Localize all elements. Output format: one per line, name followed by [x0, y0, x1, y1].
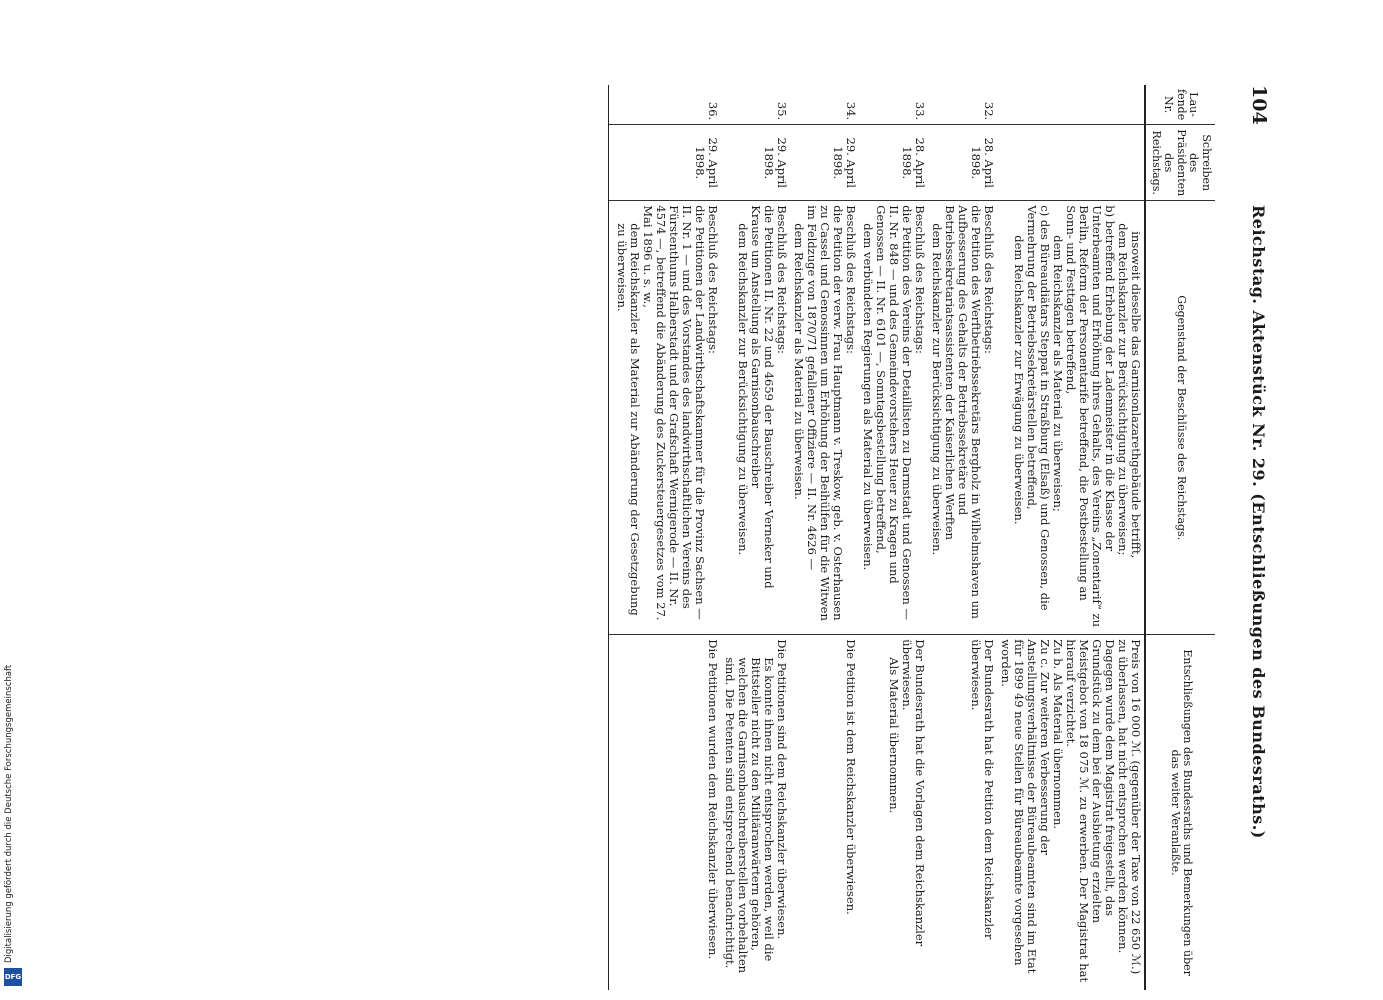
subject-line: Beschluß des Reichstags: [706, 205, 721, 354]
digitization-credit: Digitalisierung gefördert durch die Deutsche Forschungsgemeinschaft [4, 664, 14, 963]
rotated-document-sheet [85, 85, 1270, 990]
dfg-logo-icon: DFG [4, 968, 22, 986]
header-date: Schreiben des Präsidenten des Reichstags. [1146, 125, 1216, 201]
cell-number: 36. [609, 85, 722, 125]
subject-line: die Petitionen der Landwirthschaftskammer für die Provinz Sachsen — II. Nr. 1 — und des Vorstandes des landwirthschaftlichen Vereins des Fürstenthums Halberstadt und der Grafschaft Wernigerode — II. Nr. 4574 —, betreffend die Abänderung des Zuckersteuergesetzes vom 27. Mai 1896 u. s. w., [641, 205, 708, 621]
subject-line: dem Reichskanzler als Material zu überweisen. [792, 223, 807, 500]
cell-number: 33. [913, 101, 928, 121]
table-row [929, 85, 998, 990]
decision-line: Zu c. Zur weiteren Verbesserung der Anstellungsverhältnisse der Büreaubeamten sind im Etat für 1899 49 neue Stellen für Büreaubeamte vorgesehen worden. [999, 639, 1053, 974]
header-number: Lau- fende Nr. [1146, 85, 1216, 125]
decision-line: Die Petitionen wurden dem Reichskanzler überwiesen. [706, 639, 721, 960]
header-decision: Entschließungen des Bundesraths und Bemerkungen über das weiter Veranlaßte. [1146, 635, 1216, 990]
decision-line: Es konnte ihnen nicht entsprochen werden, weil die Bittsteller nicht zu den Militäranwärtern gehören, welchen die Garnisonbauschreiberstellen vorbehalten sind. Die Petenten sind entsprechend benachrichtigt. [723, 657, 777, 974]
cell-subject [791, 201, 860, 635]
cell-number [998, 85, 1146, 125]
table-row [791, 85, 860, 990]
cell-decision [722, 635, 791, 990]
decision-line: Der Bundesrath hat die Vorlagen dem Reichskanzler überwiesen. [900, 639, 928, 947]
subject-line: c) des Büreaudiätars Steppat in Straßburg (Elsaß) und Genossen, die Vermehrung der Betriebssekretärstellen betreffend, [1025, 205, 1053, 611]
subject-line: dem verbündeten Regierungen als Material zu überweisen. [861, 223, 876, 571]
cell-number: 34. [844, 101, 859, 121]
cell-subject [929, 201, 998, 635]
subject-line: Beschluß des Reichstags: [982, 205, 997, 354]
decision-line: Die Petition ist dem Reichskanzler überwiesen. [844, 639, 859, 915]
table-row [609, 85, 722, 990]
cell-number: 35. [775, 101, 790, 121]
subject-line: die Petition der verw. Frau Hauptmann v. Treskow, geb. v. Osterhausen zu Cassel und Genossinnen um Erhöhung der Beihülfen für die Witwen im Feldzuge von 1870/71 gefallener Offiziere — II. Nr. 4626 — [805, 205, 846, 621]
header-subject: Gegenstand der Beschlüsse des Reichstags. [1146, 201, 1216, 635]
subject-line: insoweit dieselbe das Garnisonlazarethgebäude betrifft, [1129, 231, 1144, 559]
cell-decision [860, 635, 929, 990]
cell-subject [860, 201, 929, 635]
subject-line: Beschluß des Reichstags: [844, 205, 859, 354]
running-title: Reichstag. Aktenstück Nr. 29. (Entschließungen des Bundesraths.) [1249, 205, 1268, 839]
cell-subject [722, 201, 791, 635]
cell-date: 29. April 1898. [722, 125, 791, 201]
cell-decision [609, 635, 722, 990]
decision-line: Als Material übernommen. [887, 657, 902, 814]
table-header-row [1146, 85, 1216, 990]
subject-line: dem Reichskanzler zur Berücksichtigung zu überweisen. [736, 223, 751, 556]
cell-decision [998, 635, 1146, 990]
decision-line: Preis von 16 000 ℳ. (gegenüber der Taxe von 22 650 ℳ.) zu überlassen, hat nicht entsprochen werden können. Dagegen wurde dem Magistrat freigestellt, das Grundstück zu dem bei der Ausbietung erzielten Meistgebot von 18 075 ℳ. zu erwerben. Der Magistrat hat hierauf verzichtet. [1064, 639, 1144, 983]
subject-line: dem Reichskanzler zur Erwägung zu überweisen. [1012, 235, 1027, 525]
table-row [860, 85, 929, 990]
cell-decision [929, 635, 998, 990]
subject-line: Beschluß des Reichstags: [913, 205, 928, 354]
subject-line: dem Reichskanzler zur Berücksichtigung zu überweisen. [930, 223, 945, 556]
subject-line: die Petition des Werftbetriebssekretärs Bergholz in Wilhelmshaven um Aufbesserung des Gehalts der Betriebssekretäre und Betriebssekretariatsassistenten der Kaiserlichen Werften [943, 205, 984, 619]
subject-line: die Petition des Vereins der Detaillisten zu Darmstadt und Genossen — II. Nr. 848 — und des Gemeindevorstehers Heuer zu Kragen und Genossen — II. Nr. 6101 —, Sonntagsbestellung betreffend, [874, 205, 915, 620]
cell-decision [791, 635, 860, 990]
decision-line: Die Petitionen sind dem Reichskanzler überwiesen. [775, 639, 790, 940]
decision-line: Der Bundesrath hat die Petition dem Reichskanzler überwiesen. [969, 639, 997, 940]
cell-date: 29. April 1898. [609, 125, 722, 201]
table-row [722, 85, 791, 990]
subject-line: dem Reichskanzler als Material zur Abänderung der Gesetzgebung zu überweisen. [615, 223, 643, 616]
cell-date: 29. April 1898. [791, 125, 860, 201]
subject-line: die Petitionen II. Nr. 22 und 4659 der Bauschreiber Verneker und Krause um Anstellung als Garnisonbauschreiber [749, 205, 777, 589]
decision-line: Zu b. Als Material übernommen. [1051, 639, 1066, 830]
page-number: 104 [1248, 85, 1270, 125]
subject-line: dem Reichskanzler als Material zu überweisen; [1051, 235, 1066, 512]
table-row [998, 85, 1146, 990]
cell-date: 28. April 1898. [860, 125, 929, 201]
cell-date: 28. April 1898. [929, 125, 998, 201]
cell-date [998, 125, 1146, 201]
subject-line: Beschluß des Reichstags: [775, 205, 790, 354]
cell-number: 32. [982, 101, 997, 121]
decisions-table [609, 85, 1216, 990]
cell-subject [609, 201, 722, 635]
subject-line: dem Reichskanzler zur Berücksichtigung zu überweisen; [1116, 223, 1131, 556]
subject-line: b) betreffend Erhebung der Ladenmeister in die Klasse der Unterbeamten und Erhöhung ihres Gehalts, des Vereins „Zonentarif“ zu Berlin, Reform der Personentarife betreffend, die Postbestellung an Sonn- und Festtagen betreffend, [1064, 205, 1118, 628]
cell-subject [998, 201, 1146, 635]
